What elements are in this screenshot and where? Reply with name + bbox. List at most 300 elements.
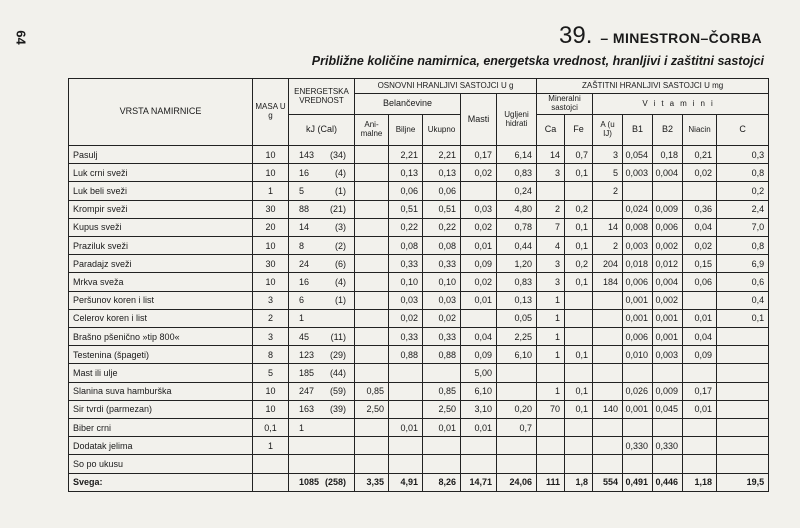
table-row [69,437,769,455]
cell-niacin: 0,02 [683,237,717,255]
cell-fe [565,419,593,437]
cell-cal: (21) [329,204,346,215]
cell-name: Slanina suva hamburška [69,382,253,400]
cell-fe [565,455,593,473]
cell-ukupno: 0,88 [423,346,461,364]
cell-kj: 1 [299,313,305,324]
header-a: A (u IJ) [593,115,623,146]
cell-biljne [389,364,423,382]
cell-niacin [683,364,717,382]
nutrition-table [68,78,769,492]
cell-biljne: 0,02 [389,309,423,327]
cell-kj: 16 [299,167,310,178]
cell-ugljeni: 6,14 [497,146,537,164]
cell-c: 7,0 [717,218,769,236]
cell-kj: 143 [299,149,315,160]
cell-a: 3 [593,146,623,164]
cell-masti: 0,09 [461,346,497,364]
cell-b1: 0,054 [623,146,653,164]
cell-b2: 0,003 [653,346,683,364]
header-masa: MASA U g [253,79,289,146]
cell-anim [355,146,389,164]
cell-cal: (3) [335,222,346,233]
cell-fe [565,182,593,200]
cell-fe: 0,2 [565,200,593,218]
cell-biljne: 0,08 [389,237,423,255]
cell-cal: (11) [330,331,346,342]
cell-ca: 1 [537,291,565,309]
cell-fe [565,309,593,327]
cell-kj: 5 [299,186,305,196]
cell-a: 204 [593,255,623,273]
cell-masti [461,437,497,455]
cell-ugljeni [497,382,537,400]
cell-kj: 185 [299,368,315,379]
cell-b1: 0,024 [623,200,653,218]
cell-b1: 0,003 [623,237,653,255]
header-vitamini: Vitamini [593,94,769,115]
cell-niacin: 0,04 [683,328,717,346]
cell-masti: 5,00 [461,364,497,382]
cell-masa: 10 [253,237,289,255]
cell-b2: 0,045 [653,400,683,418]
table-row [69,273,769,291]
cell-ugljeni [497,455,537,473]
recipe-heading [559,22,762,50]
table-row [69,309,769,327]
cell-kj: 45 [299,331,310,342]
cell-name: Biber crni [69,419,253,437]
cell-anim [355,218,389,236]
table-row [69,328,769,346]
cell-fe [565,328,593,346]
header-niacin: Niacin [683,115,717,146]
cell-anim: 0,85 [355,382,389,400]
cell-masa: 30 [253,200,289,218]
cell-name: Peršunov koren i list [69,291,253,309]
cell-biljne [389,382,423,400]
cell-b2: 0,446 [653,473,683,491]
header-basic-group: OSNOVNI HRANLJIVI SASTOJCI U g [355,79,537,94]
cell-energy [289,218,355,236]
cell-biljne: 0,03 [389,291,423,309]
cell-niacin: 0,04 [683,218,717,236]
cell-b1 [623,182,653,200]
cell-a: 140 [593,400,623,418]
cell-c: 2,4 [717,200,769,218]
cell-anim [355,255,389,273]
cell-ukupno: 0,33 [423,255,461,273]
cell-ca [537,455,565,473]
cell-cal: (4) [335,167,346,178]
cell-name: Pasulj [69,146,253,164]
cell-c [717,382,769,400]
cell-kj: 163 [299,404,315,415]
cell-niacin [683,419,717,437]
cell-ukupno: 0,03 [423,291,461,309]
recipe-title: – MINESTRON–ČORBA [600,30,762,46]
cell-ugljeni: 4,80 [497,200,537,218]
cell-b1: 0,001 [623,400,653,418]
cell-b2: 0,004 [653,273,683,291]
table-row [69,291,769,309]
cell-cal: (29) [329,349,346,360]
cell-masti [461,182,497,200]
cell-c: 0,8 [717,237,769,255]
cell-b1: 0,008 [623,218,653,236]
cell-fe: 0,1 [565,382,593,400]
cell-b1 [623,455,653,473]
header-c: C [717,115,769,146]
cell-masa: 10 [253,400,289,418]
cell-biljne [389,400,423,418]
cell-c [717,437,769,455]
cell-c [717,400,769,418]
cell-ukupno: 0,22 [423,218,461,236]
cell-energy [289,419,355,437]
cell-masa: 0,1 [253,419,289,437]
cell-ukupno: 0,13 [423,164,461,182]
cell-a [593,455,623,473]
cell-cal: (39) [329,404,346,415]
cell-fe: 0,7 [565,146,593,164]
cell-kj: 16 [299,277,310,288]
cell-energy [289,382,355,400]
cell-anim: 3,35 [355,473,389,491]
header-ukupno: Ukupno [423,115,461,146]
cell-biljne: 0,33 [389,255,423,273]
header-masti: Masti [461,94,497,146]
cell-ukupno: 0,33 [423,328,461,346]
table-row [69,146,769,164]
header-animalne: Ani-malne [355,115,389,146]
cell-niacin: 0,36 [683,200,717,218]
cell-a [593,437,623,455]
cell-ca [537,437,565,455]
cell-b2: 0,009 [653,200,683,218]
cell-a [593,346,623,364]
table-row [69,255,769,273]
cell-ugljeni: 0,24 [497,182,537,200]
cell-ugljeni: 0,44 [497,237,537,255]
cell-b2: 0,330 [653,437,683,455]
cell-name: So po ukusu [69,455,253,473]
cell-anim [355,346,389,364]
cell-ca: 1 [537,382,565,400]
cell-c [717,346,769,364]
cell-kj: 6 [299,295,305,306]
cell-ugljeni: 24,06 [497,473,537,491]
cell-name: Dodatak jelima [69,437,253,455]
cell-masa: 10 [253,146,289,164]
cell-b1: 0,003 [623,164,653,182]
cell-ukupno: 0,51 [423,200,461,218]
cell-ca: 1 [537,346,565,364]
cell-ca: 7 [537,218,565,236]
header-minerali: Mineralni sastojci [537,94,593,115]
cell-fe: 0,1 [565,237,593,255]
cell-energy [289,364,355,382]
cell-c: 19,5 [717,473,769,491]
cell-b2: 0,009 [653,382,683,400]
header-belancevine: Belančevine [355,94,461,115]
cell-b2: 0,006 [653,218,683,236]
cell-anim [355,309,389,327]
cell-anim [355,237,389,255]
cell-name: Mrkva sveža [69,273,253,291]
cell-ukupno: 0,02 [423,309,461,327]
cell-energy [289,400,355,418]
cell-kj: 1 [299,422,305,433]
cell-a: 14 [593,218,623,236]
cell-c: 0,4 [717,291,769,309]
cell-kj: 24 [299,258,310,269]
cell-b2: 0,001 [653,309,683,327]
cell-c [717,364,769,382]
cell-kj: 8 [299,240,305,251]
cell-ca: 3 [537,273,565,291]
cell-masa: 2 [253,309,289,327]
cell-energy [289,328,355,346]
cell-name: Celerov koren i list [69,309,253,327]
cell-biljne [389,437,423,455]
cell-fe [565,291,593,309]
cell-ukupno: 0,01 [423,419,461,437]
cell-masti: 0,09 [461,255,497,273]
cell-cal: (34) [329,149,346,160]
cell-anim [355,364,389,382]
table-row [69,182,769,200]
header-b2: B2 [653,115,683,146]
cell-anim [355,164,389,182]
cell-b1: 0,018 [623,255,653,273]
cell-masti: 0,02 [461,218,497,236]
cell-c: 0,3 [717,146,769,164]
cell-cal: (4) [335,277,346,288]
cell-biljne: 0,88 [389,346,423,364]
cell-masti: 0,03 [461,200,497,218]
cell-ugljeni: 2,25 [497,328,537,346]
cell-energy [289,437,355,455]
cell-a [593,382,623,400]
cell-b2: 0,18 [653,146,683,164]
header-energy-units: kJ (Cal) [289,115,355,146]
cell-anim [355,273,389,291]
cell-a [593,309,623,327]
cell-c: 0,2 [717,182,769,200]
cell-anim [355,328,389,346]
cell-energy [289,200,355,218]
cell-masa: 10 [253,164,289,182]
cell-masa: 8 [253,346,289,364]
cell-masa: 10 [253,273,289,291]
cell-niacin [683,182,717,200]
cell-b1: 0,001 [623,291,653,309]
cell-biljne: 0,51 [389,200,423,218]
cell-a [593,291,623,309]
cell-fe: 0,1 [565,218,593,236]
cell-anim [355,419,389,437]
cell-ugljeni: 0,83 [497,164,537,182]
cell-masti [461,455,497,473]
cell-c: 6,9 [717,255,769,273]
cell-masti [461,309,497,327]
cell-ukupno: 8,26 [423,473,461,491]
cell-masa: 10 [253,382,289,400]
table-row [69,419,769,437]
cell-ugljeni: 0,05 [497,309,537,327]
cell-name: Luk crni sveži [69,164,253,182]
header-energy: ENERGETSKA VREDNOST [289,79,355,115]
table-body [69,146,769,492]
cell-ca [537,419,565,437]
cell-energy [289,164,355,182]
cell-b2 [653,419,683,437]
cell-c [717,419,769,437]
cell-cal: (2) [335,240,346,251]
cell-niacin: 1,18 [683,473,717,491]
cell-fe [565,437,593,455]
cell-masti: 6,10 [461,382,497,400]
cell-b1: 0,001 [623,309,653,327]
cell-b2: 0,001 [653,328,683,346]
cell-energy [289,182,355,200]
cell-ugljeni: 6,10 [497,346,537,364]
cell-ukupno: 0,08 [423,237,461,255]
cell-anim [355,437,389,455]
cell-a: 184 [593,273,623,291]
cell-niacin: 0,01 [683,400,717,418]
cell-b1: 0,026 [623,382,653,400]
cell-c: 0,1 [717,309,769,327]
cell-b2 [653,182,683,200]
cell-cal: (1) [335,186,346,196]
cell-biljne: 0,22 [389,218,423,236]
cell-ca: 1 [537,328,565,346]
cell-niacin: 0,01 [683,309,717,327]
cell-niacin: 0,09 [683,346,717,364]
header-ca: Ca [537,115,565,146]
cell-anim [355,455,389,473]
cell-masa: 1 [253,182,289,200]
cell-niacin: 0,17 [683,382,717,400]
cell-name: Kupus sveži [69,218,253,236]
cell-masti: 0,04 [461,328,497,346]
cell-masti: 0,02 [461,273,497,291]
header-vrsta: VRSTA NAMIRNICE [69,79,253,146]
table-row [69,382,769,400]
cell-ca: 70 [537,400,565,418]
cell-energy [289,273,355,291]
cell-ukupno: 0,10 [423,273,461,291]
cell-masti: 0,01 [461,237,497,255]
cell-name: Svega: [69,473,253,491]
cell-b2 [653,455,683,473]
header-protective-group: ZAŠTITNI HRANLJIVI SASTOJCI U mg [537,79,769,94]
cell-ugljeni [497,437,537,455]
cell-name: Sir tvrdi (parmezan) [69,400,253,418]
cell-ukupno [423,455,461,473]
cell-energy [289,309,355,327]
cell-niacin: 0,06 [683,273,717,291]
cell-anim [355,291,389,309]
cell-fe: 0,1 [565,400,593,418]
header-fe: Fe [565,115,593,146]
cell-fe [565,364,593,382]
cell-ukupno: 2,50 [423,400,461,418]
cell-ugljeni: 0,20 [497,400,537,418]
cell-ukupno [423,437,461,455]
cell-ukupno: 2,21 [423,146,461,164]
cell-cal: (59) [329,386,346,397]
cell-ugljeni: 0,13 [497,291,537,309]
cell-ca [537,182,565,200]
cell-kj: 123 [299,349,315,360]
cell-masa: 1 [253,437,289,455]
cell-b2: 0,012 [653,255,683,273]
cell-niacin: 0,21 [683,146,717,164]
cell-ugljeni [497,364,537,382]
cell-ukupno [423,364,461,382]
cell-ca: 111 [537,473,565,491]
cell-masti: 14,71 [461,473,497,491]
cell-a [593,328,623,346]
cell-niacin [683,291,717,309]
cell-masti: 0,01 [461,419,497,437]
table-row [69,346,769,364]
cell-biljne: 2,21 [389,146,423,164]
cell-ugljeni: 0,78 [497,218,537,236]
cell-masa: 20 [253,218,289,236]
cell-masa: 3 [253,291,289,309]
table-row [69,400,769,418]
cell-fe: 0,1 [565,273,593,291]
cell-niacin [683,455,717,473]
cell-a: 2 [593,182,623,200]
cell-kj: 88 [299,204,310,215]
cell-name: Paradajz sveži [69,255,253,273]
cell-a [593,364,623,382]
cell-kj: 14 [299,222,310,233]
cell-cal: (258) [324,477,346,488]
cell-biljne [389,455,423,473]
cell-energy [289,346,355,364]
cell-name: Praziluk sveži [69,237,253,255]
cell-ca [537,364,565,382]
cell-ukupno: 0,85 [423,382,461,400]
cell-fe: 0,1 [565,164,593,182]
cell-b1: 0,491 [623,473,653,491]
cell-masti: 3,10 [461,400,497,418]
header-biljne: Biljne [389,115,423,146]
cell-ugljeni: 0,83 [497,273,537,291]
table-row [69,164,769,182]
cell-energy [289,237,355,255]
cell-ugljeni: 1,20 [497,255,537,273]
table-row [69,237,769,255]
cell-masa [253,473,289,491]
cell-biljne: 4,91 [389,473,423,491]
cell-ca: 14 [537,146,565,164]
cell-name: Krompir sveži [69,200,253,218]
table-row [69,200,769,218]
cell-name: Luk beli sveži [69,182,253,200]
header-b1: B1 [623,115,653,146]
cell-c [717,328,769,346]
cell-masti: 0,17 [461,146,497,164]
cell-biljne: 0,33 [389,328,423,346]
cell-cal: (6) [335,258,346,269]
